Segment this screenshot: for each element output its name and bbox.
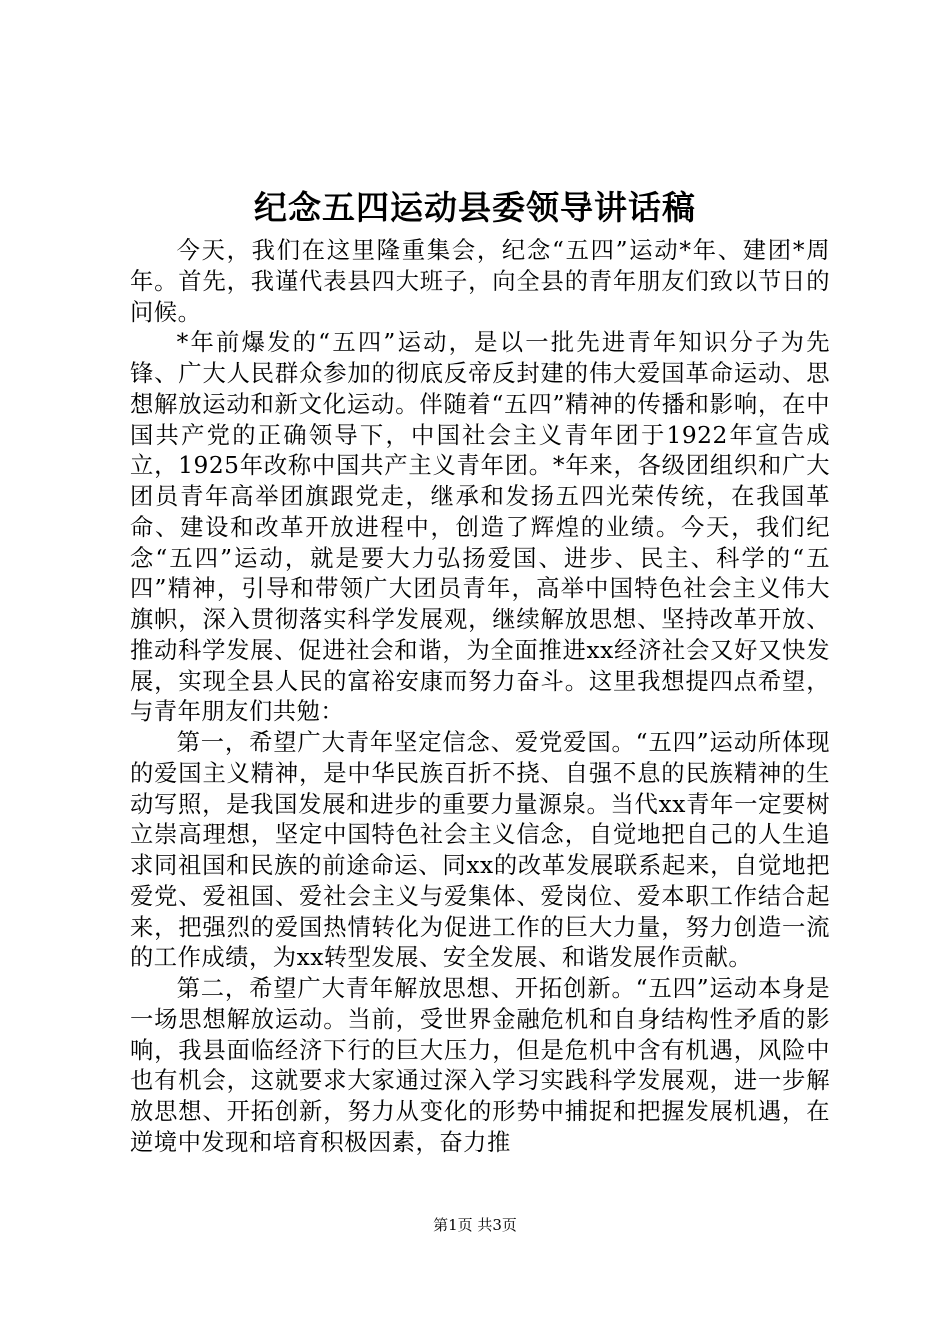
paragraph-history: *年前爆发的“五四”运动，是以一批先进青年知识分子为先锋、广大人民群众参加的彻底反帝反封建的伟大爱国革命运动、思想解放运动和新文化运动。伴随着“五四”精神的传播和影响，在中国共产党的正确领导下，中国社会主义青年团于1922年宣告成立，1925年改称中国共产主义青年团。*年来，各级团组织和广大团员青年高举团旗跟党走，继承和发扬五四光荣传统，在我国革命、建设和改革开放进程中，创造了辉煌的业绩。今天，我们纪念“五四”运动，就是要大力弘扬爱国、进步、民主、科学的“五四”精神，引导和带领广大团员青年，高举中国特色社会主义伟大旗帜，深入贯彻落实科学发展观，继续解放思想、坚持改革开放、推动科学发展、促进社会和谐，为全面推进xx经济社会又好又快发展，实现全县人民的富裕安康而努力奋斗。这里我想提四点希望，与青年朋友们共勉：	[130, 329, 830, 726]
paragraph-greeting: 今天，我们在这里隆重集会，纪念“五四”运动*年、建团*周年。首先，我谨代表县四大班子，向全县的青年朋友们致以节日的问候。	[130, 237, 830, 326]
document-body	[130, 236, 830, 1159]
paragraph-first-hope: 第一，希望广大青年坚定信念、爱党爱国。“五四”运动所体现的爱国主义精神，是中华民族百折不挠、自强不息的民族精神的生动写照，是我国发展和进步的重要力量源泉。当代xx青年一定要树立崇高理想，坚定中国特色社会主义信念，自觉地把自己的人生追求同祖国和民族的前途命运、同xx的改革发展联系起来，自觉地把爱党、爱祖国、爱社会主义与爱集体、爱岗位、爱本职工作结合起来，把强烈的爱国热情转化为促进工作的巨大力量，努力创造一流的工作成绩，为xx转型发展、安全发展、和谐发展作贡献。	[130, 729, 830, 972]
paragraph-second-hope: 第二，希望广大青年解放思想、开拓创新。“五四”运动本身是一场思想解放运动。当前，受世界金融危机和自身结构性矛盾的影响，我县面临经济下行的巨大压力，但是危机中含有机遇，风险中也有机会，这就要求大家通过深入学习实践科学发展观，进一步解放思想、开拓创新，努力从变化的形势中捕捉和把握发展机遇，在逆境中发现和培育积极因素，奋力推	[130, 975, 830, 1156]
document-title: 纪念五四运动县委领导讲话稿	[254, 188, 696, 227]
page-number-footer: 第1页 共3页	[433, 1216, 517, 1234]
